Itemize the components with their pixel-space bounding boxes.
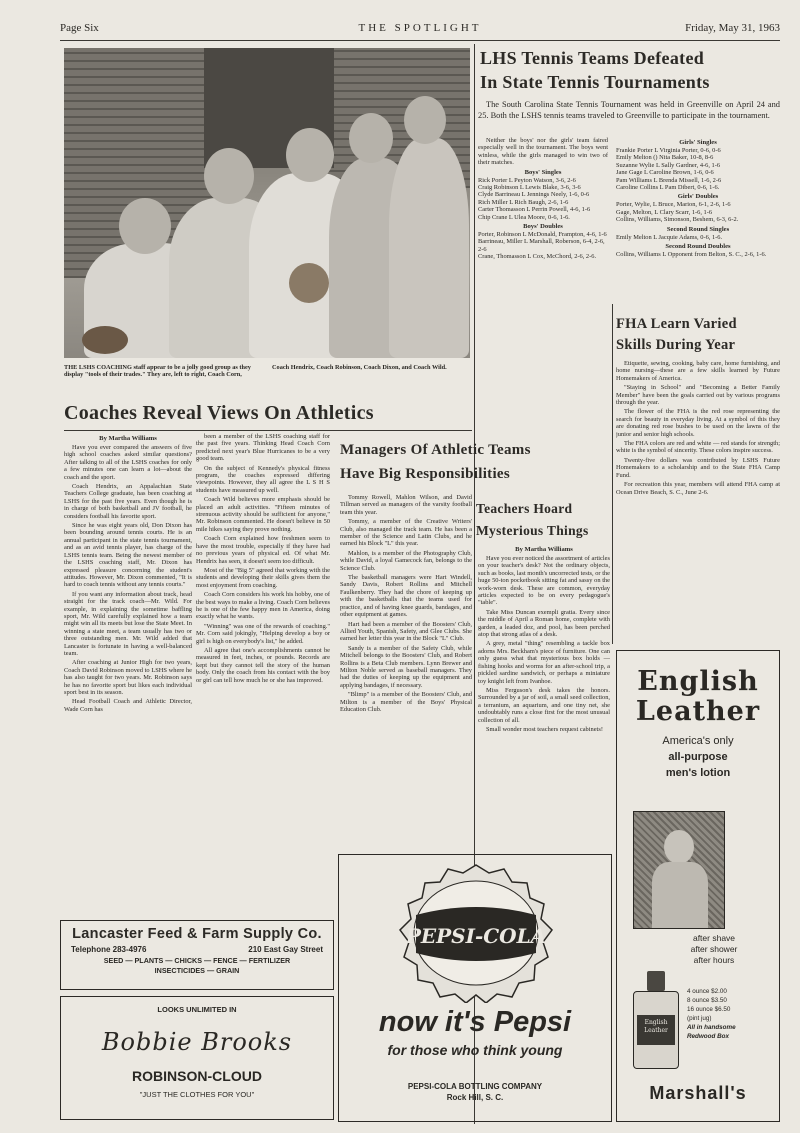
fha-article: Etiquette, sewing, cooking, baby care, home furnishing, and home nursing—these are a few skills learned by Future Homemakers of America. "Staying in School" and "Becoming a Better Family Member" have been the goals carried out by various programs through the year. The flower of the FHA is the red rose representing the search for beauty in everyday living. At a symbol of this they are donating red rose bushes to be used on the lawns of the junior and senior high schools. The FHA colors are red and white — red stands for strength; white is the symbol of sincerity. These colors inspire success. Twenty-five dollars was contributed by LSHS Future Homemakers to a scholarship and to the State FHA Camp Fund. For recreation this year, members will attend FHA camp at Ocean Drive Beach, S. C., June 2-6.	[616, 360, 780, 496]
pepsi-slogan: now it's Pepsi	[378, 1006, 572, 1038]
article-paragraph: If you want any information about track, head straight for the track coach—Mr. Wild. For example, in explaining the sometime baffling sport, Mr. Wild carefully explained how a team might win all its meets but lose the State Meet. In winning a state meet, a team usually has two or three outstanding men. Mr. Wild added that Lancaster is fortunate in having a well-balanced team.	[64, 590, 192, 657]
result-line: Frankie Porter L Virginia Porter, 0-6, 0-6	[616, 147, 721, 154]
result-line: Collins, Williams L Opponent from Belton, S. C., 2-6, 1-6.	[616, 251, 767, 259]
pepsi-ad	[338, 854, 612, 1122]
english-leather-uses: after shave after shower after hours	[690, 933, 738, 965]
teachers-article: By Martha Williams Have you ever noticed the assortment of articles on your teacher's desk? Not the ordinary objects, such as books, last month's uncorrected tests, or the huge 50-ton pocketbook sitting fat and sassy on the work-worn desk. These are common, everyday articles expected to be on every pedagogue's "table". Take Miss Duncan exempli gratia. Every since the middle of April a Roman home, complete with garden, a leaded doz, and pool, has been perched atop that strong atlas of a desk. A grey, metal "thing" resembling a tackle box adorns Mrs. Beckham's piece of furniture. One can only guess what that mysterious box holds — fishing hooks and worms for an after-school trip, a pickled sardine sandwich, or perhaps a miniature toy knight left from Ivanhoe. Miss Ferguson's desk takes the honors. Surrounded by a jar of soil, a small seed collection, a terranium, an aquarium, and one tiny net, she undoubtably runs a close first for the most unusual collection of all. Small wonder most teachers request cabinets!	[478, 546, 610, 733]
result-line: Clyde Barrineau L Jennings Neely, 1-6, 0-6	[478, 191, 590, 199]
result-line: Emily Melton L Jacquie Adams, 0-6, 1-6.	[616, 233, 723, 241]
photo-caption-right: Coach Hendrix, Coach Robinson, Coach Dixon, and Coach Wild.	[272, 364, 447, 371]
result-line: Carter Thomasson L Perrin Powell, 4-6, 1-6	[478, 206, 591, 214]
fha-headline: FHA Learn Varied Skills During Year	[616, 316, 737, 353]
result-line: Porter, Robinson L McDonald, Frampton, 4-6, 1-6	[478, 231, 607, 239]
result-line: Rich Miller L Rich Baugh, 2-6, 1-6	[478, 198, 569, 206]
article-paragraph: Sandy is a member of the Safety Club, while Mitchell belongs to the Boosters' Club, and Robert Rollins is a Beta Club members. Lynn Brewer and Milton Noble served as baseball managers. They had the duties of keeping up the equipment and applying bandages, if necessary.	[340, 644, 472, 689]
article-paragraph: After coaching at Junior High for two years, Coach David Robinson moved to LSHS where he has also taught for two years. Mr. Robinson says he has no favorite sport but likes each individual sport best in its season.	[64, 659, 192, 696]
issue-date: Friday, May 31, 1963	[685, 22, 780, 34]
pepsi-cap-logo: PEPSI-COLA	[405, 924, 547, 948]
result-line: Jane Gage L Caroline Brown, 1-6, 0-6	[616, 169, 714, 177]
robinson-tagline: "JUST THE CLOTHES FOR YOU"	[139, 1090, 255, 1099]
tennis-results-right: Girls' Singles Frankie Porter L Virginia Porter, 0-6, 0-6 Emily Melton () Nita Baker, 10-8, 8-6 Suzanne Wylie L Sally Gardner, 4-6, 1-6 Jane Gage L Caroline Brown, 1-6, 0-6 Pam Williams L Brenda Missell, 1-6, 2-6 Caroline Collins L Pam Dibert, 0-6, 1-6. Girls' Doubles Porter, Wylie, L Bruce, Marion, 6-1, 2-6, 1-6 Gage, Melton, L Clary Scarr, 1-6, 1-6 Collins, Williams, Simonson, Beshem, 6-3, 6-2. Second Round Singles Emily Melton L Jacquie Adams, 0-6, 1-6. Second Round Doubles Collins, Williams L Opponent from Belton, S. C., 2-6, 1-6.	[616, 137, 780, 303]
tennis-headline: LHS Tennis Teams Defeated In State Tennis Tournaments	[480, 48, 710, 92]
column-rule	[612, 304, 613, 644]
coaches-photo	[64, 48, 470, 358]
robinson-cloud-ad	[60, 996, 334, 1120]
paper-name: THE SPOTLIGHT	[358, 22, 482, 34]
bobbie-brooks-logo: Bobbie Brooks	[101, 1028, 293, 1056]
result-line: Gage, Melton, L Clary Scarr, 1-6, 1-6	[616, 208, 713, 216]
price-line: 16 ounce $6.50	[687, 1006, 731, 1013]
coaches-col2	[196, 433, 330, 919]
result-line: Collins, Williams, Simonson, Beshem, 6-3, 6-2.	[616, 216, 739, 224]
article-paragraph: Tommy Rowell, Mahlon Wilson, and David Tillman served as managers of the varsity football team this year.	[340, 494, 472, 516]
article-paragraph: "Winning" was one of the rewards of coaching." Mr. Corn said jokingly, "Helping develop a boy or girl is high on everybody's list," he added.	[196, 622, 330, 645]
result-line: Rick Porter L Peyton Watson, 3-6, 2-6	[478, 176, 576, 184]
price-line: 8 ounce $3.50	[687, 997, 727, 1004]
pepsi-company: PEPSI-COLA BOTTLING COMPANY Rock Hill, S. C.	[407, 1082, 543, 1102]
article-paragraph: Tommy, a member of the Creative Writers' Club, also managed the track team. He has been a member of the Science and Latin Clubs, and he earned his Block "L" this year.	[340, 518, 472, 548]
marshalls-store: Marshall's	[649, 1083, 747, 1103]
article-paragraph: been a member of the LSHS coaching staff for the past five years. Thinking Head Coach Corn predicted next year's Blue Hurricanes to be a very good team.	[196, 433, 330, 463]
lancaster-phone: Telephone 283-4976	[71, 945, 147, 954]
masthead	[60, 22, 780, 38]
english-leather-ad	[616, 650, 780, 1122]
article-paragraph: Coach Hendrix, an Appalachian State Teachers College graduate, has been coaching at LSHS for the past five years. Even though he is in charge of both basketball and JV football, he considers football his favorite sport.	[64, 483, 192, 520]
result-line: Craig Robinson L Lewis Blake, 3-6, 3-6	[478, 184, 581, 192]
result-line: Chip Crane L Ulea Moore, 0-6, 1-6.	[478, 213, 570, 221]
robinson-store: ROBINSON-CLOUD	[132, 1068, 262, 1084]
english-leather-tagline: America's only all-purpose men's lotion	[662, 735, 734, 779]
english-leather-logo: English Leather	[635, 666, 761, 727]
article-paragraph: Miss Ferguson's desk takes the honors. Surrounded by a jar of soil, a small seed collection, a terranium, an aquarium, and one tiny net, she undoubtably runs a close first for the most unusual collection of all.	[478, 686, 610, 724]
pepsi-subslogan: for those who think young	[387, 1042, 563, 1058]
article-paragraph: On the subject of Kennedy's physical fitness program, the coaches expressed differing viewpoints. However, they all agree the L S H S students have measured up well.	[196, 464, 330, 494]
article-paragraph: "Blimp" is a member of the Boosters' Club, and Milton is a member of the Boys' Physical Education Club.	[340, 691, 472, 713]
result-line: Porter, Wylie, L Bruce, Marion, 6-1, 2-6, 1-6	[616, 201, 731, 209]
article-paragraph: Take Miss Duncan exempli gratia. Every since the middle of April a Roman home, complete with garden, a leaded doz, and pool, has been perched atop that strong atlas of a desk.	[478, 608, 610, 639]
article-paragraph: Mahlon, is a member of the Photography Club, while David, a loyal Gamecock fan, belongs to the Science Club.	[340, 549, 472, 572]
article-paragraph: Coach Corn considers his work his hobby, one of the best ways to make a living. Coach Corn believes he is one of the few happy men in America, doing exactly what he wants.	[196, 591, 330, 621]
result-line: Pam Williams L Brenda Missell, 1-6, 2-6	[616, 176, 722, 184]
page-number: Page Six	[60, 22, 99, 34]
man-portrait	[633, 811, 725, 929]
lancaster-goods: SEED — PLANTS — CHICKS — FENCE — FERTILIZER INSECTICIDES — GRAIN	[103, 956, 291, 975]
lancaster-name: Lancaster Feed & Farm Supply Co.	[72, 926, 322, 942]
article-paragraph: Coach Corn explained how freshmen seem to have the most trouble, especially if they have had no previous years of physical ed. Of what Mr. Hendrix has seen, it doesn't seem too difficult.	[196, 535, 330, 565]
lancaster-address: 210 East Gay Street	[248, 945, 323, 954]
managers-headline: Managers Of Athletic Teams Have Big Responsibilities	[340, 442, 531, 482]
coaches-headline: Coaches Reveal Views On Athletics	[64, 402, 374, 424]
bottle-label: English Leather	[637, 1015, 675, 1045]
article-paragraph: Hart had been a member of the Boosters' Club, Allied Youth, Spanish, Safety, and Glee Clubs. She earned her letter this year in the Block "L" Club.	[340, 620, 472, 643]
article-paragraph: Have you ever noticed the assortment of articles on your teacher's desk? Not the ordinary objects, such as books, last month's uncorrected tests, or the huge 50-ton pocketbook sitting fat and sassy on the work-worn desk. These are common, everyday articles expected to be on every pedagogue's "table".	[478, 555, 610, 607]
photo-caption-left: THE LSHS COACHING staff appear to be a jolly good group as they display "tools of their trades." They are, left to right, Coach Corn,	[64, 364, 251, 379]
lancaster-feed-ad	[60, 920, 334, 990]
english-leather-prices: 4 ounce $2.00 8 ounce $3.50 16 ounce $6.50 (pint jug) All in handsome Redwood Box	[687, 987, 777, 1041]
robinson-top-line: LOOKS UNLIMITED IN	[157, 1005, 237, 1014]
article-paragraph: Head Football Coach and Athletic Director, Wade Corn has	[64, 698, 192, 713]
coaches-col1: By Martha Williams Have you ever compared the answers of five high school coaches asked similar questions? After talking to all of the LSHS coaches for only a few minutes one can learn a lot—about the coach and the sport. Coach Hendrix, an Appalachian State Teachers College graduate, has been coaching at LSHS for the past five years. Even though he is in charge of both basketball and JV football, he considers football his favorite sport. Since he was eight years old, Don Dixon has been bounding around tennis courts. He is an annual participant in the state tennis tournament, and as an avid tennis player, has charge of the LSHS tennis team. Being the newest member of the LSHS coaching staff, Mr. Dixon has expressed pleasure concerning the student's attitudes. However, Mr. Dixon commented, "It is hard to coach tennis without any tennis courts." If you want any information about track, head straight for the track coach—Mr. Wild. For example, in explaining the sometime baffling sport, Mr. Wild carefully explained how a team might win all its meets but lose the State Meet. In winning a state meet, a team usually has two or three outstanding men. Mr. Wild added that Lancaster is fortunate in having a well-balanced team. After coaching at Junior High for two years, Coach David Robinson moved to LSHS where he has also taught for two years. Mr. Robinson says he has no favorite sport but likes each individual sport best in its season. Head Football Coach and Athletic Director, Wade Corn has	[64, 435, 192, 713]
lotion-bottle-icon	[631, 971, 681, 1071]
teachers-headline: Teachers Hoard Mysterious Things	[476, 501, 589, 538]
tennis-results-left: Neither the boys' nor the girls' team faired especially well in the tournament. The boys went winless, while the girls managed to win two of their matches. Boys' Singles Rick Porter L Peyton Watson, 3-6, 2-6 Craig Robinson L Lewis Blake, 3-6, 3-6 Clyde Barrineau L Jennings Neely, 1-6, 0-6 Rich Miller L Rich Baugh, 2-6, 1-6 Carter Thomasson L Perrin Powell, 4-6, 1-6 Chip Crane L Ulea Moore, 0-6, 1-6. Boys' Doubles Porter, Robinson L McDonald, Frampton, 4-6, 1-6 Barrineau, Miller L Marshall, Roberson, 6-4, 2-6, 2-6 Crane, Thomasson L Cox, McChord, 2-6, 2-6.	[478, 137, 608, 261]
article-paragraph: Coach Wild believes more emphasis should be placed an adult activities. "Fifteen minutes of strenuous activity should be sufficient for anyone," Mr. Robinson commented. He doesn't believe in 50 mile hikes saying they prove nothing.	[196, 496, 330, 533]
result-line: Caroline Collins L Pam Dibert, 0-6, 1-6.	[616, 184, 720, 192]
article-paragraph: The basketball managers were Hart Windell, Sandy Davis, Robert Rollins and Mitchell Faulkenberry. They had the chore of keeping up with the basketballs that the teams used for practice, and of having knee guards, bandages, and other equipment at games.	[340, 574, 472, 619]
article-paragraph: Small wonder most teachers request cabinets!	[486, 725, 603, 733]
article-paragraph: A grey, metal "thing" resembling a tackle box adorns Mrs. Beckham's piece of furniture. One can only guess what that mysterious box holds — fishing hooks and worms for an after-school trip, a pickled sardine sandwich, or perhaps a miniature toy knight left from Ivanhoe.	[478, 640, 610, 685]
managers-article	[340, 494, 472, 854]
masthead-rule	[60, 40, 780, 41]
result-line: Suzanne Wylie L Sally Gardner, 4-6, 1-6	[616, 161, 721, 169]
article-paragraph: All agree that one's accomplishments cannot be measured in feet, inches, or pounds. Records are kept but they cannot tell the story of the human body. Only the coach from his contact with the boy or girl can tell how much he or she has improved.	[196, 646, 330, 684]
article-paragraph: Most of the "Big 5" agreed that working with the students and developing their skills gives them the most enjoyment from coaching.	[196, 566, 330, 589]
headline-rule	[64, 430, 472, 431]
price-line: 4 ounce $2.00	[687, 988, 727, 995]
tennis-lead: The South Carolina State Tennis Tournament was held in Greenville on April 24 and 25. Both the LSHS tennis teams traveled to Greenville to participate in the tournament.	[478, 100, 780, 120]
result-line: Barrineau, Miller L Marshall, Roberson, 6-4, 2-6, 2-6	[478, 238, 605, 253]
article-paragraph: Since he was eight years old, Don Dixon has been bounding around tennis courts. He is an annual participant in the state tennis tournament, and as an avid tennis player, has charge of the LSHS tennis team. Being the newest member of the LSHS coaching staff, Mr. Dixon has expressed pleasure concerning the student's attitudes. However, Mr. Dixon commented, "It is hard to coach tennis without any tennis courts."	[64, 522, 192, 589]
article-paragraph: Have you ever compared the answers of five high school coaches asked similar questions? After talking to all of the LSHS coaches for only a few minutes one can learn a lot—about the coach and the sport.	[64, 444, 192, 481]
result-line: Emily Melton () Nita Baker, 10-8, 8-6	[616, 154, 714, 162]
result-line: Crane, Thomasson L Cox, McChord, 2-6, 2-6.	[478, 253, 597, 261]
